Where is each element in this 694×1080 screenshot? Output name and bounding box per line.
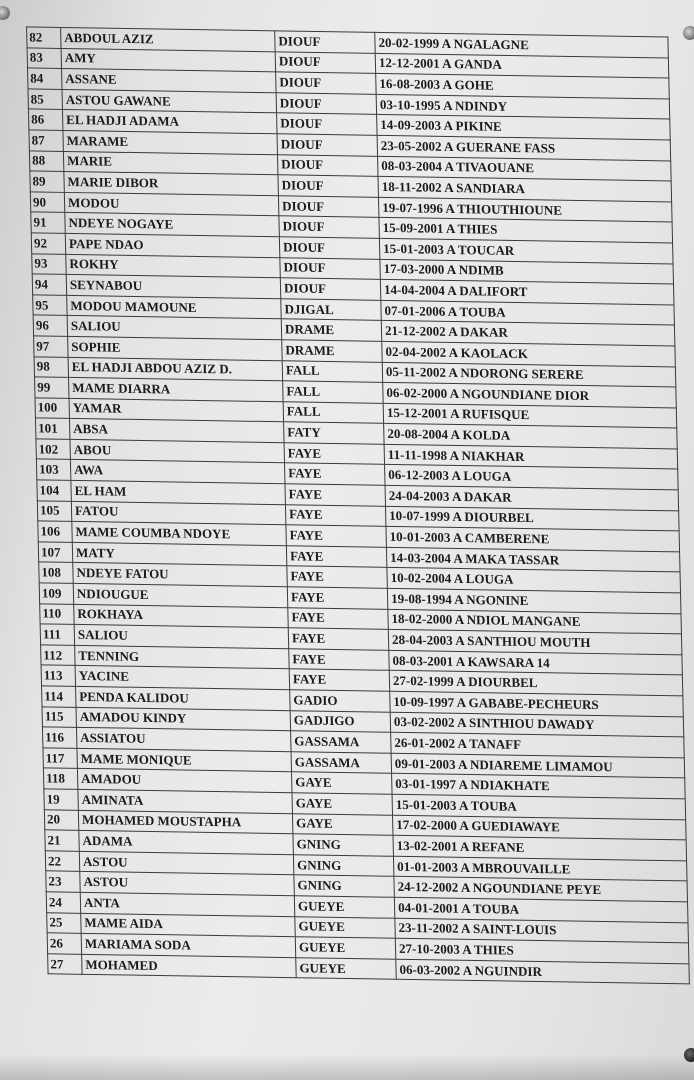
row-number-cell: 100 bbox=[35, 398, 69, 419]
row-number-cell: 19 bbox=[44, 789, 78, 810]
pushpin-icon bbox=[0, 6, 10, 20]
row-number-cell: 113 bbox=[41, 665, 75, 686]
first-name-cell: ASTOU bbox=[79, 851, 294, 875]
birth-date-place-cell: 14-03-2004 A MAKA TASSAR bbox=[386, 547, 680, 572]
first-name-cell: MAME MONIQUE bbox=[77, 748, 292, 772]
birth-date-place-cell: 06-03-2002 A NGUINDIR bbox=[396, 959, 690, 984]
row-number-cell: 94 bbox=[32, 274, 66, 295]
first-name-cell: NDEYE NOGAYE bbox=[65, 213, 280, 237]
first-name-cell: MOHAMED MOUSTAPHA bbox=[78, 810, 293, 834]
first-name-cell: AMADOU KINDY bbox=[76, 707, 291, 731]
last-name-cell: FAYE bbox=[286, 546, 387, 568]
row-number-cell: 118 bbox=[43, 768, 77, 789]
row-number-cell: 23 bbox=[46, 871, 80, 892]
birth-date-place-cell: 17-02-2000 A GUEDIAWAYE bbox=[393, 815, 687, 840]
last-name-cell: GAYE bbox=[292, 772, 393, 794]
birth-date-place-cell: 14-09-2003 A PIKINE bbox=[377, 115, 671, 140]
last-name-cell: FAYE bbox=[285, 484, 386, 506]
row-number-cell: 82 bbox=[27, 27, 61, 48]
last-name-cell: GNING bbox=[293, 834, 394, 856]
last-name-cell: FAYE bbox=[289, 649, 390, 671]
last-name-cell: DIOUF bbox=[278, 196, 379, 218]
row-number-cell: 115 bbox=[42, 706, 76, 727]
first-name-cell: EL HAM bbox=[71, 480, 286, 504]
last-name-cell: FAYE bbox=[288, 628, 389, 650]
row-number-cell: 90 bbox=[30, 192, 64, 213]
last-name-cell: GUEYE bbox=[296, 957, 397, 979]
birth-date-place-cell: 24-04-2003 A DAKAR bbox=[385, 485, 679, 510]
row-number-cell: 91 bbox=[31, 212, 65, 233]
last-name-cell: DIOUF bbox=[278, 175, 379, 197]
birth-date-place-cell: 23-11-2002 A SAINT-LOUIS bbox=[395, 918, 689, 943]
last-name-cell: FAYE bbox=[288, 607, 389, 629]
first-name-cell: AMINATA bbox=[78, 789, 293, 813]
row-number-cell: 98 bbox=[34, 356, 68, 377]
row-number-cell: 85 bbox=[28, 89, 62, 110]
first-name-cell: MOHAMED bbox=[82, 954, 297, 978]
row-number-cell: 95 bbox=[33, 295, 67, 316]
last-name-cell: GUEYE bbox=[294, 896, 395, 918]
birth-date-place-cell: 05-11-2002 A NDORONG SERERE bbox=[382, 362, 676, 387]
row-number-cell: 114 bbox=[42, 686, 76, 707]
last-name-cell: DIOUF bbox=[276, 72, 377, 94]
last-name-cell: DIOUF bbox=[277, 154, 378, 176]
birth-date-place-cell: 03-10-1995 A NDINDY bbox=[376, 94, 670, 119]
row-number-cell: 87 bbox=[29, 130, 63, 151]
last-name-cell: DIOUF bbox=[277, 113, 378, 135]
birth-date-place-cell: 26-01-2002 A TANAFF bbox=[391, 732, 685, 757]
last-name-cell: DIOUF bbox=[280, 278, 381, 300]
last-name-cell: GASSAMA bbox=[291, 752, 392, 774]
first-name-cell: SALIOU bbox=[74, 625, 289, 649]
last-name-cell: FAYE bbox=[285, 504, 386, 526]
row-number-cell: 83 bbox=[27, 48, 61, 69]
paper-bottom-shadow bbox=[0, 1054, 694, 1080]
row-number-cell: 86 bbox=[28, 109, 62, 130]
birth-date-place-cell: 15-09-2001 A THIES bbox=[379, 218, 673, 243]
last-name-cell: DIOUF bbox=[280, 257, 381, 279]
first-name-cell: ADAMA bbox=[79, 831, 294, 855]
row-number-cell: 112 bbox=[41, 645, 75, 666]
row-number-cell: 27 bbox=[48, 954, 82, 975]
first-name-cell: MAME AIDA bbox=[81, 913, 296, 937]
first-name-cell: MARIE DIBOR bbox=[64, 172, 279, 196]
row-number-cell: 97 bbox=[34, 336, 68, 357]
row-number-cell: 109 bbox=[39, 583, 73, 604]
row-number-cell: 105 bbox=[37, 501, 71, 522]
birth-date-place-cell: 27-10-2003 A THIES bbox=[395, 938, 689, 963]
first-name-cell: MODOU MAMOUNE bbox=[67, 295, 282, 319]
birth-date-place-cell: 27-02-1999 A DIOURBEL bbox=[389, 671, 683, 696]
birth-date-place-cell: 08-03-2001 A KAWSARA 14 bbox=[389, 650, 683, 675]
first-name-cell: MAME COUMBA NDOYE bbox=[72, 522, 287, 546]
birth-date-place-cell: 02-04-2002 A KAOLACK bbox=[382, 341, 676, 366]
last-name-cell: DRAME bbox=[281, 319, 382, 341]
first-name-cell: PAPE NDAO bbox=[65, 233, 280, 257]
first-name-cell: ANTA bbox=[80, 892, 295, 916]
row-number-cell: 102 bbox=[36, 439, 70, 460]
birth-date-place-cell: 16-08-2003 A GOHE bbox=[376, 74, 670, 99]
birth-date-place-cell: 10-02-2004 A LOUGA bbox=[387, 568, 681, 593]
first-name-cell: YACINE bbox=[75, 666, 290, 690]
birth-date-place-cell: 07-01-2006 A TOUBA bbox=[381, 300, 675, 325]
last-name-cell: FAYE bbox=[285, 463, 386, 485]
last-name-cell: GNING bbox=[294, 875, 395, 897]
row-number-cell: 117 bbox=[43, 748, 77, 769]
table-wrapper bbox=[0, 24, 694, 1065]
birth-date-place-cell: 14-04-2004 A DALIFORT bbox=[380, 279, 674, 304]
last-name-cell: GNING bbox=[293, 854, 394, 876]
first-name-cell: MARIAMA SODA bbox=[81, 933, 296, 957]
row-number-cell: 108 bbox=[39, 562, 73, 583]
birth-date-place-cell: 04-01-2001 A TOUBA bbox=[394, 897, 688, 922]
row-number-cell: 89 bbox=[30, 171, 64, 192]
first-name-cell: ABDOUL AZIZ bbox=[61, 27, 276, 51]
birth-date-place-cell: 10-01-2003 A CAMBERENE bbox=[386, 527, 680, 552]
student-list-table bbox=[26, 26, 690, 984]
row-number-cell: 104 bbox=[37, 480, 71, 501]
birth-date-place-cell: 18-11-2002 A SANDIARA bbox=[378, 177, 672, 202]
last-name-cell: DIOUF bbox=[276, 93, 377, 115]
birth-date-place-cell: 20-08-2004 A KOLDA bbox=[384, 424, 678, 449]
first-name-cell: ROKHY bbox=[66, 254, 281, 278]
row-number-cell: 92 bbox=[31, 233, 65, 254]
first-name-cell: MAME DIARRA bbox=[69, 378, 284, 402]
last-name-cell: GADJIGO bbox=[290, 710, 391, 732]
first-name-cell: AWA bbox=[70, 460, 285, 484]
birth-date-place-cell: 12-12-2001 A GANDA bbox=[375, 53, 669, 78]
row-number-cell: 107 bbox=[38, 542, 72, 563]
last-name-cell: GAYE bbox=[292, 793, 393, 815]
last-name-cell: GADIO bbox=[290, 690, 391, 712]
last-name-cell: GUEYE bbox=[295, 916, 396, 938]
last-name-cell: FAYE bbox=[287, 566, 388, 588]
birth-date-place-cell: 10-07-1999 A DIOURBEL bbox=[385, 506, 679, 531]
first-name-cell: YAMAR bbox=[69, 398, 284, 422]
row-number-cell: 21 bbox=[45, 830, 79, 851]
birth-date-place-cell: 09-01-2003 A NDIAREME LIMAMOU bbox=[391, 753, 685, 778]
birth-date-place-cell: 24-12-2002 A NGOUNDIANE PEYE bbox=[394, 877, 688, 902]
row-number-cell: 106 bbox=[38, 521, 72, 542]
first-name-cell: TENNING bbox=[75, 645, 290, 669]
last-name-cell: FALL bbox=[282, 360, 383, 382]
last-name-cell: FAYE bbox=[284, 443, 385, 465]
first-name-cell: ABOU bbox=[70, 439, 285, 463]
last-name-cell: DIOUF bbox=[279, 237, 380, 259]
last-name-cell: DIOUF bbox=[275, 51, 376, 73]
last-name-cell: DIOUF bbox=[279, 216, 380, 238]
row-number-cell: 101 bbox=[35, 418, 69, 439]
birth-date-place-cell: 19-08-1994 A NGONINE bbox=[387, 588, 681, 613]
last-name-cell: FALL bbox=[283, 381, 384, 403]
row-number-cell: 99 bbox=[35, 377, 69, 398]
first-name-cell: AMY bbox=[61, 48, 276, 72]
birth-date-place-cell: 28-04-2003 A SANTHIOU MOUTH bbox=[388, 630, 682, 655]
last-name-cell: FALL bbox=[283, 401, 384, 423]
first-name-cell: NDEYE FATOU bbox=[73, 563, 288, 587]
row-number-cell: 84 bbox=[28, 68, 62, 89]
row-number-cell: 116 bbox=[42, 727, 76, 748]
first-name-cell: PENDA KALIDOU bbox=[76, 686, 291, 710]
table-body bbox=[27, 27, 690, 984]
first-name-cell: SOPHIE bbox=[68, 336, 283, 360]
last-name-cell: GUEYE bbox=[295, 937, 396, 959]
birth-date-place-cell: 23-05-2002 A GUERANE FASS bbox=[377, 135, 671, 160]
first-name-cell: SEYNABOU bbox=[66, 275, 281, 299]
birth-date-place-cell: 13-02-2001 A REFANE bbox=[393, 835, 687, 860]
birth-date-place-cell: 03-02-2002 A SINTHIOU DAWADY bbox=[390, 712, 684, 737]
last-name-cell: FAYE bbox=[287, 587, 388, 609]
birth-date-place-cell: 11-11-1998 A NIAKHAR bbox=[384, 444, 678, 469]
last-name-cell: GASSAMA bbox=[291, 731, 392, 753]
last-name-cell: FATY bbox=[284, 422, 385, 444]
first-name-cell: ASSANE bbox=[62, 69, 277, 93]
birth-date-place-cell: 06-02-2000 A NGOUNDIANE DIOR bbox=[383, 382, 677, 407]
last-name-cell: FAYE bbox=[289, 669, 390, 691]
row-number-cell: 111 bbox=[40, 624, 74, 645]
first-name-cell: MARAME bbox=[63, 130, 278, 154]
row-number-cell: 24 bbox=[46, 892, 80, 913]
row-number-cell: 103 bbox=[36, 459, 70, 480]
row-number-cell: 88 bbox=[29, 150, 63, 171]
row-number-cell: 96 bbox=[33, 315, 67, 336]
row-number-cell: 26 bbox=[47, 933, 81, 954]
first-name-cell: ASSIATOU bbox=[76, 728, 291, 752]
first-name-cell: MODOU bbox=[64, 192, 279, 216]
first-name-cell: FATOU bbox=[71, 501, 286, 525]
row-number-cell: 20 bbox=[44, 809, 78, 830]
birth-date-place-cell: 17-03-2000 A NDIMB bbox=[380, 259, 674, 284]
last-name-cell: DRAME bbox=[282, 340, 383, 362]
first-name-cell: ASTOU GAWANE bbox=[62, 89, 277, 113]
last-name-cell: DJIGAL bbox=[281, 298, 382, 320]
birth-date-place-cell: 10-09-1997 A GABABE-PECHEURS bbox=[390, 691, 684, 716]
birth-date-place-cell: 15-01-2003 A TOUBA bbox=[392, 794, 686, 819]
first-name-cell: ASTOU bbox=[80, 872, 295, 896]
first-name-cell: SALIOU bbox=[67, 316, 282, 340]
birth-date-place-cell: 18-02-2000 A NDIOL MANGANE bbox=[388, 609, 682, 634]
birth-date-place-cell: 01-01-2003 A MBROUVAILLE bbox=[393, 856, 687, 881]
row-number-cell: 93 bbox=[32, 253, 66, 274]
birth-date-place-cell: 03-01-1997 A NDIAKHATE bbox=[392, 774, 686, 799]
last-name-cell: DIOUF bbox=[275, 31, 376, 53]
row-number-cell: 110 bbox=[40, 603, 74, 624]
first-name-cell: AMADOU bbox=[77, 769, 292, 793]
birth-date-place-cell: 08-03-2004 A TIVAOUANE bbox=[378, 156, 672, 181]
row-number-cell: 25 bbox=[47, 912, 81, 933]
birth-date-place-cell: 19-07-1996 A THIOUTHIOUNE bbox=[378, 197, 672, 222]
row-number-cell: 22 bbox=[45, 851, 79, 872]
first-name-cell: ROKHAYA bbox=[74, 604, 289, 628]
birth-date-place-cell: 15-01-2003 A TOUCAR bbox=[379, 238, 673, 263]
birth-date-place-cell: 15-12-2001 A RUFISQUE bbox=[383, 403, 677, 428]
first-name-cell: MARIE bbox=[63, 151, 278, 175]
last-name-cell: DIOUF bbox=[277, 134, 378, 156]
first-name-cell: NDIOUGUE bbox=[73, 583, 288, 607]
first-name-cell: MATY bbox=[72, 542, 287, 566]
first-name-cell: EL HADJI ABDOU AZIZ D. bbox=[68, 357, 283, 381]
last-name-cell: FAYE bbox=[286, 525, 387, 547]
first-name-cell: EL HADJI ADAMA bbox=[62, 110, 277, 134]
birth-date-place-cell: 21-12-2002 A DAKAR bbox=[381, 321, 675, 346]
birth-date-place-cell: 06-12-2003 A LOUGA bbox=[385, 465, 679, 490]
last-name-cell: GAYE bbox=[292, 813, 393, 835]
first-name-cell: ABSA bbox=[69, 419, 284, 443]
birth-date-place-cell: 20-02-1999 A NGALAGNE bbox=[375, 32, 669, 57]
